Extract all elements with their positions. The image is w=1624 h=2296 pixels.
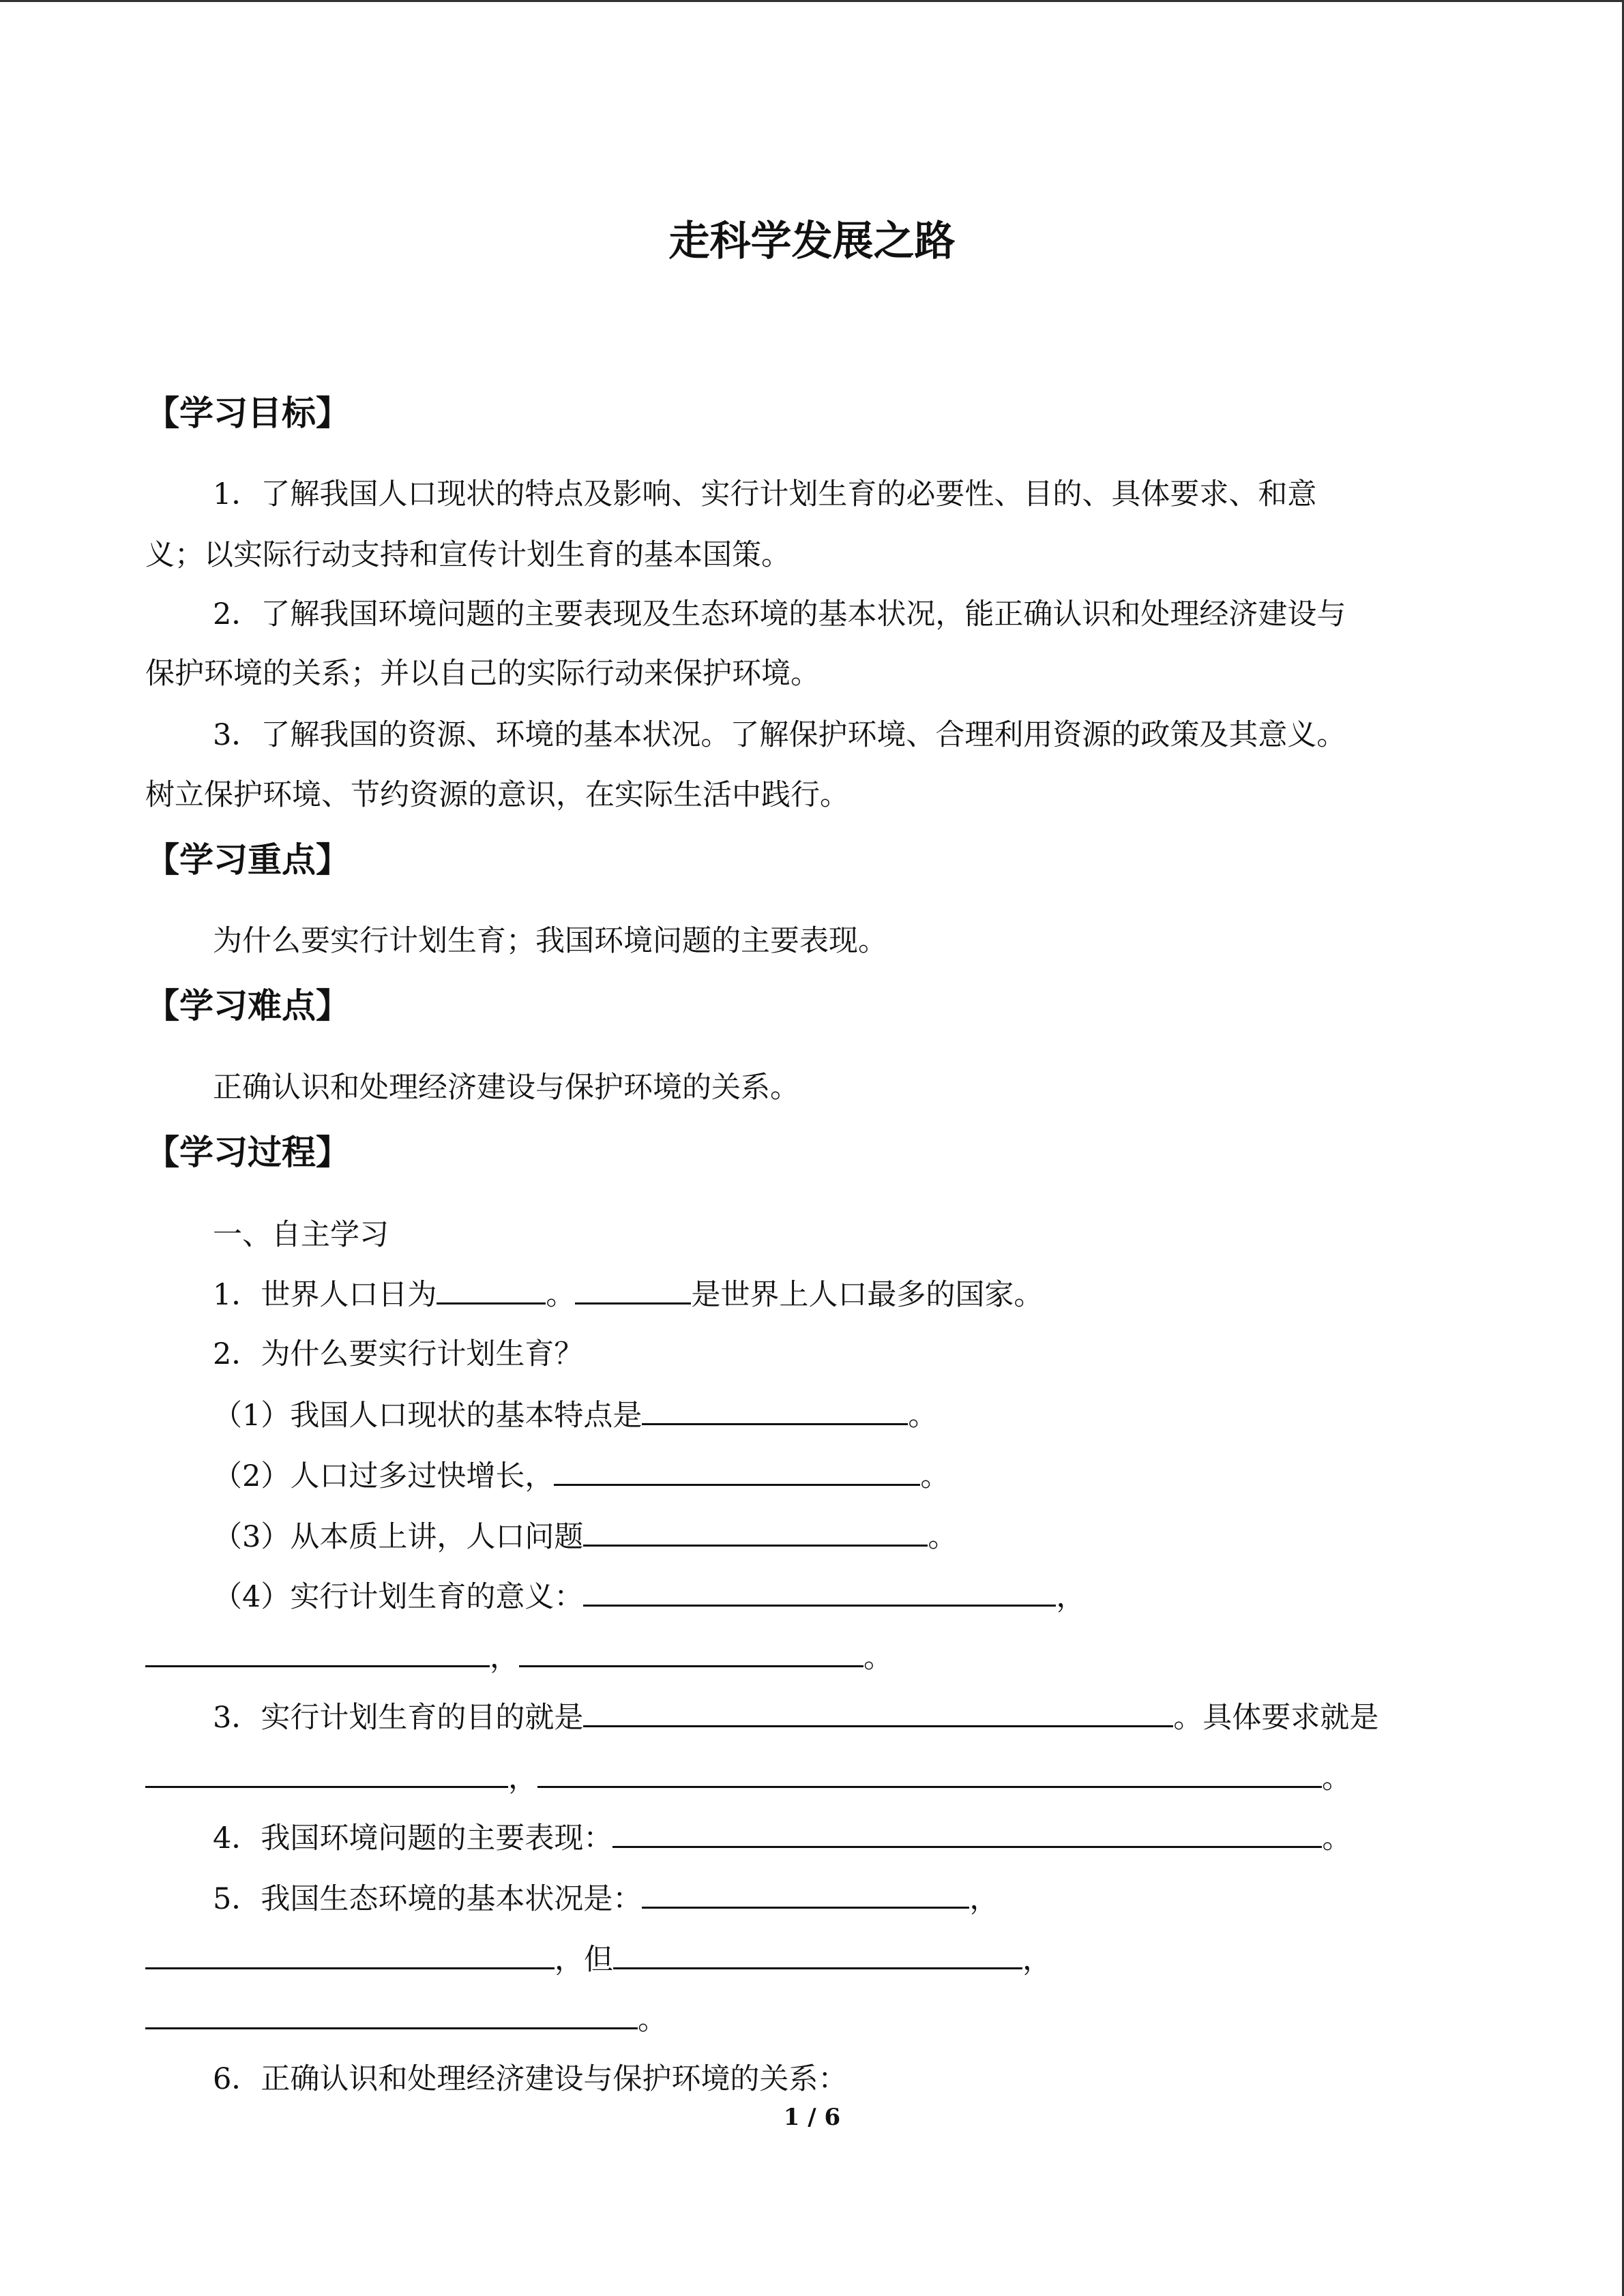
blank-family-planning-purpose[interactable]	[583, 1698, 1173, 1727]
difficulties-text: 正确认识和处理经济建设与保护环境的关系。	[213, 1071, 799, 1105]
blank-rapid-growth-effects[interactable]	[554, 1457, 920, 1486]
question-2-4-continued: ， 。	[145, 1638, 893, 1677]
heading-process: 【学习过程】	[145, 1133, 350, 1172]
question-5: 5．我国生态环境的基本状况是： ，	[213, 1879, 999, 1918]
question-2-2: （2）人口过多过快增长， 。	[213, 1457, 949, 1495]
blank-most-populous-country[interactable]	[575, 1275, 691, 1304]
question-6: 6．正确认识和处理经济建设与保护环境的关系：	[213, 2062, 848, 2096]
question-2-4: （4）实行计划生育的意义： ，	[213, 1577, 1085, 1616]
heading-objectives: 【学习目标】	[145, 393, 350, 433]
blank-family-planning-meaning-3[interactable]	[519, 1638, 863, 1667]
page-title: 走科学发展之路	[668, 218, 956, 265]
objective-3-line-2: 树立保护环境、节约资源的意识，在实际生活中践行。	[145, 778, 849, 812]
blank-ecology-status-1[interactable]	[642, 1879, 969, 1909]
question-2-3: （3）从本质上讲，人口问题 。	[213, 1517, 957, 1556]
question-2-1: （1）我国人口现状的基本特点是 。	[213, 1396, 937, 1435]
blank-ecology-status-3[interactable]	[613, 1940, 1022, 1969]
question-3: 3．实行计划生育的目的就是 。具体要求就是	[213, 1698, 1378, 1737]
question-5-continued: ，但 ，	[145, 1940, 1052, 1979]
question-3-continued: ， 。	[145, 1759, 1351, 1798]
blank-ecology-status-2[interactable]	[145, 1940, 555, 1969]
question-1: 1．世界人口日为 。 是世界上人口最多的国家。	[213, 1275, 1043, 1314]
question-2: 2．为什么要实行计划生育？	[213, 1337, 584, 1371]
objective-1-line-1: 1．了解我国人口现状的特点及影响、实行计划生育的必要性、目的、具体要求、和意	[213, 477, 1317, 511]
blank-specific-requirement-2[interactable]	[537, 1759, 1322, 1788]
objective-2-line-2: 保护环境的关系；并以自己的实际行动来保护环境。	[145, 657, 820, 691]
page-number: 1 / 6	[783, 2104, 841, 2131]
top-border-line	[0, 0, 1624, 2]
objective-3-line-1: 3．了解我国的资源、环境的基本状况。了解保护环境、合理利用资源的政策及其意义。	[213, 718, 1346, 752]
blank-population-features[interactable]	[642, 1396, 908, 1425]
heading-key-points: 【学习重点】	[145, 840, 350, 880]
blank-population-essence[interactable]	[583, 1517, 928, 1547]
question-4: 4．我国环境问题的主要表现： 。	[213, 1819, 1351, 1858]
objective-1-line-2: 义；以实际行动支持和宣传计划生育的基本国策。	[145, 538, 791, 572]
heading-difficulties: 【学习难点】	[145, 986, 350, 1026]
blank-family-planning-meaning-1[interactable]	[583, 1577, 1056, 1607]
blank-world-population-day[interactable]	[437, 1275, 546, 1304]
blank-ecology-status-4[interactable]	[145, 2000, 638, 2029]
section-self-study: 一、自主学习	[213, 1218, 389, 1252]
question-5-end: 。	[145, 2000, 667, 2039]
key-points-text: 为什么要实行计划生育；我国环境问题的主要表现。	[213, 924, 887, 958]
blank-specific-requirement-1[interactable]	[145, 1759, 508, 1788]
objective-2-line-1: 2．了解我国环境问题的主要表现及生态环境的基本状况，能正确认识和处理经济建设与	[213, 597, 1346, 631]
blank-family-planning-meaning-2[interactable]	[145, 1638, 490, 1667]
blank-environment-problems[interactable]	[612, 1819, 1322, 1848]
